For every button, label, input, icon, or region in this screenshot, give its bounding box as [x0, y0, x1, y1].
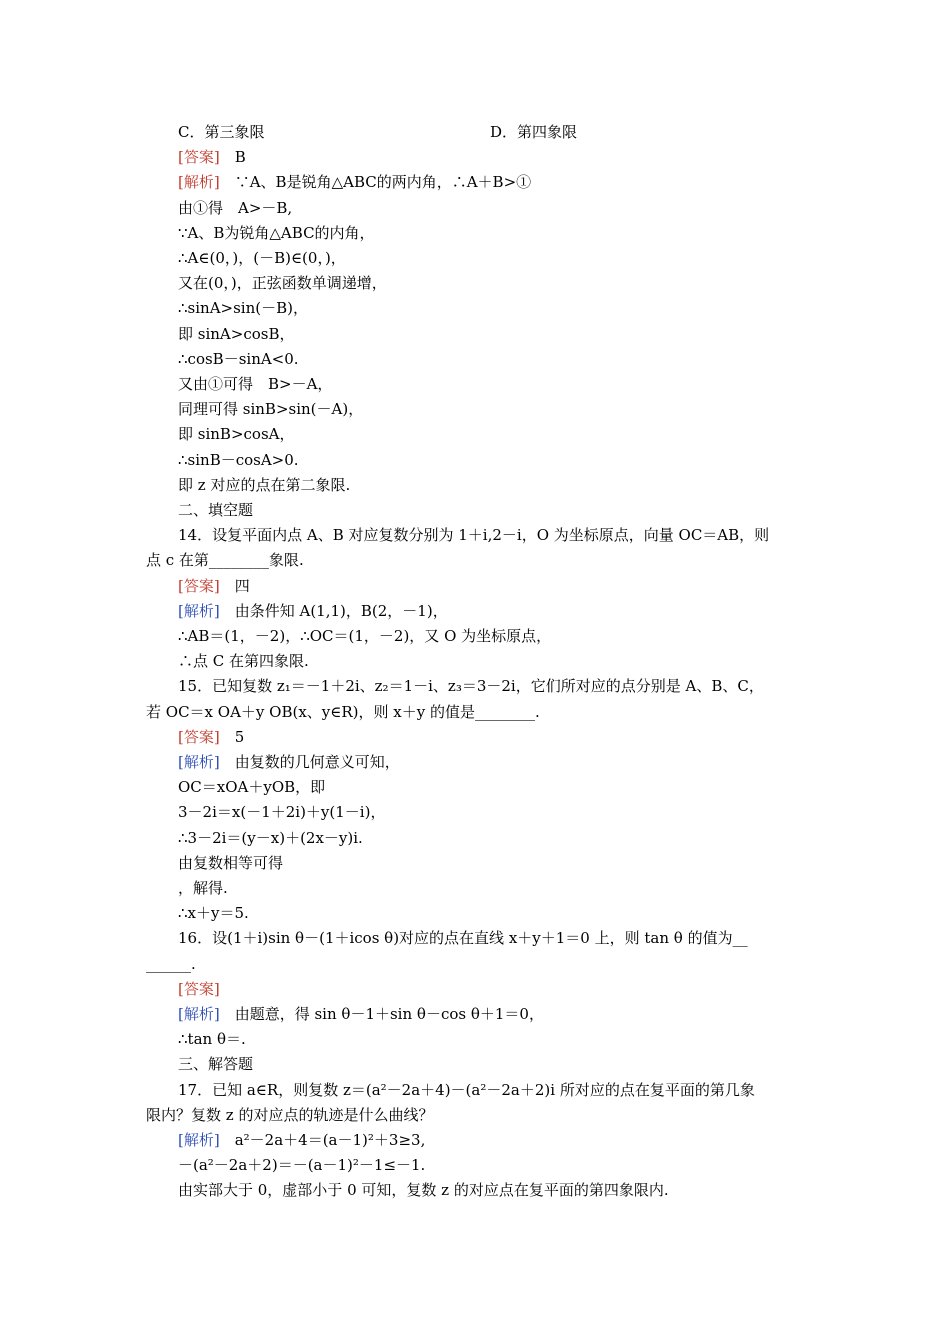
text-line: [178, 172, 531, 192]
line-text: 3－2i＝x(－1＋2i)＋y(1－i)，: [178, 803, 386, 822]
text-line: [178, 525, 769, 545]
text-line: [178, 878, 228, 898]
text-line: 点 c 在第________象限.: [146, 551, 304, 570]
text-line: [178, 147, 246, 167]
analysis-tag: [解析]: [178, 1131, 220, 1149]
line-text: ∴sinB－cosA>0.: [178, 450, 299, 469]
text-line: [178, 802, 385, 822]
text-line: [178, 1029, 246, 1049]
analysis-tag: [解析]: [178, 601, 220, 620]
line-text: 由条件知 A(1,1)，B(2，－1)，: [219, 601, 448, 620]
line-text: B: [219, 148, 246, 167]
option-d: D．第四象限: [490, 123, 578, 141]
text-line: [178, 676, 764, 696]
line-text: ∴tan θ＝.: [178, 1030, 246, 1049]
line-text: ∴3－2i＝(y－x)＋(2x－y)i.: [178, 828, 363, 847]
line-text: 由复数的几何意义可知，: [219, 753, 400, 771]
line-text: 同理可得 sinB>sin(－A)，: [178, 400, 364, 419]
line-text: 即 sinB>cosA，: [178, 425, 295, 444]
line-text: ∵A、B为锐角△ABC的内角，: [178, 223, 375, 242]
line-text: ∴A∈(0，)，(－B)∈(0，)，: [178, 249, 346, 267]
line-text: 又由①可得 B>－A，: [178, 375, 333, 393]
line-text: 由①得 A>－B,: [178, 198, 293, 217]
text-line: [178, 752, 400, 772]
line-text: ∴cosB－sinA<0.: [178, 349, 299, 368]
text-line: [178, 651, 309, 671]
text-line: [178, 122, 578, 142]
line-text: 17．已知 a∈R，则复数 z＝(a²－2a＋4)－(a²－2a＋2)i 所对应的点在复平面的第几象: [178, 1080, 755, 1099]
line-text: ∴sinA>sin(－B)，: [178, 299, 308, 318]
text-line: 若 OC＝x OA＋y OB(x、y∈R)，则 x＋y 的值是________.: [146, 702, 540, 721]
line-text: ，解得.: [178, 879, 228, 897]
text-line: [178, 374, 332, 394]
answer-tag: [解析]: [178, 173, 220, 192]
text-line: [178, 198, 292, 218]
text-line: [178, 576, 250, 596]
text-line: [178, 903, 249, 923]
text-line: [178, 626, 551, 646]
text-line: [178, 424, 294, 444]
answer-tag: [答案]: [178, 148, 220, 167]
text-line: [178, 979, 220, 999]
text-line: [178, 298, 308, 318]
answer-tag: [答案]: [178, 727, 220, 746]
text-line: [178, 450, 299, 470]
line-text: ∴AB＝(1，－2)，∴OC＝(1，－2)，又 O 为坐标原点，: [178, 627, 552, 645]
line-text: 即 sinA>cosB，: [178, 324, 295, 343]
text-line: ______.: [146, 954, 196, 973]
text-line: [178, 248, 346, 268]
text-line: [178, 349, 299, 369]
text-line: [178, 273, 387, 293]
text-line: [178, 324, 294, 344]
line-text: OC＝xOA＋yOB，即: [178, 778, 326, 797]
text-line: [178, 1130, 425, 1150]
line-text: ∴x＋y＝5.: [178, 904, 249, 923]
line-text: 由题意，得 sin θ－1＋sin θ－cos θ＋1＝0，: [219, 1005, 544, 1023]
line-text: －(a²－2a＋2)＝－(a－1)²－1≤－1.: [178, 1156, 426, 1175]
answer-tag: [答案]: [178, 979, 220, 998]
line-text: 三、解答题: [178, 1055, 254, 1074]
line-text: 四: [219, 576, 250, 595]
line-text: 由实部大于 0，虚部小于 0 可知，复数 z 的对应点在复平面的第四象限内.: [178, 1181, 669, 1200]
line-text: 14．设复平面内点 A、B 对应复数分别为 1＋i,2－i，O 为坐标原点，向量 OC＝AB，则: [178, 526, 770, 545]
text-line: [178, 828, 363, 848]
line-text: 由复数相等可得: [178, 853, 284, 872]
text-line: [178, 1155, 425, 1175]
line-text: 15．已知复数 z₁＝－1＋2i、z₂＝1－i、z₃＝3－2i，它们所对应的点分别是 A、B、C，: [178, 677, 764, 696]
text-line: [178, 1004, 544, 1024]
line-text: 5: [219, 727, 245, 746]
text-line: [178, 727, 244, 747]
text-line: [178, 1080, 755, 1100]
line-text: a²－2a＋4＝(a－1)²＋3≥3,: [219, 1131, 426, 1149]
analysis-tag: [解析]: [178, 753, 220, 771]
option-c: C．第三象限: [178, 123, 265, 141]
line-text: 二、填空题: [178, 501, 254, 519]
text-line: [178, 601, 448, 621]
text-line: [178, 1180, 669, 1200]
text-line: [178, 399, 363, 419]
text-line: [178, 1054, 253, 1074]
line-text: 又在(0，)，正弦函数单调递增，: [178, 274, 387, 293]
analysis-tag: [解析]: [178, 1005, 220, 1023]
text-line: 限内？复数 z 的对应点的轨迹是什么曲线？: [146, 1105, 434, 1124]
answer-tag: [答案]: [178, 576, 220, 595]
text-line: [178, 853, 283, 873]
text-line: [178, 475, 350, 495]
text-line: [178, 223, 375, 243]
text-line: [178, 777, 325, 797]
line-text: 16．设(1＋i)sin θ－(1＋icos θ)对应的点在直线 x＋y＋1＝0 上，则 tan θ 的值为__: [178, 929, 748, 948]
line-text: ∵A、B是锐角△ABC的两内角，∴A＋B>①: [219, 173, 532, 192]
text-line: [178, 500, 253, 520]
text-line: [178, 928, 748, 948]
line-text: 即 z 对应的点在第二象限.: [178, 475, 351, 494]
line-text: ∴点 C 在第四象限.: [178, 652, 309, 671]
